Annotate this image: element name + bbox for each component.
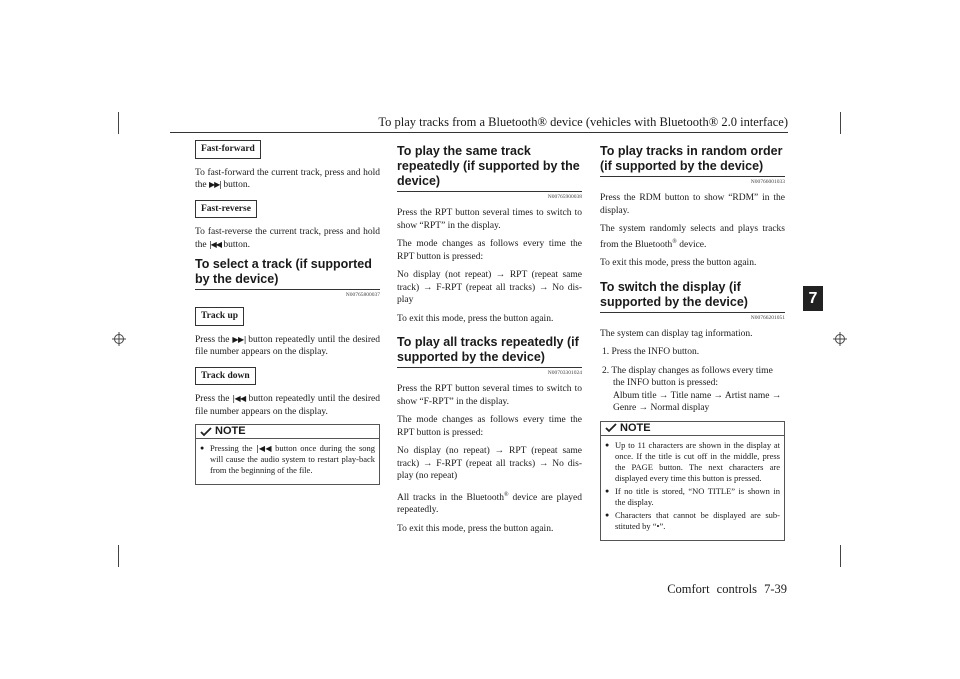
- section-code: N00765900038: [547, 194, 582, 200]
- fast-forward-text: To fast-forward the current track, press and hold the ▶▶| button.: [195, 167, 380, 190]
- track-up-text: Press the ▶▶| button repeatedly until the desired file number appears on the display.: [195, 334, 381, 357]
- note-item: ● Pressing the |◀◀ button once during the song will cause the audio system to restart play-back from the beginning of the file.: [200, 443, 375, 476]
- registration-mark-icon: [112, 332, 126, 346]
- select-track-heading: To select a track (if supported by the device): [195, 257, 380, 290]
- chapter-tab: 7: [803, 286, 823, 311]
- paragraph: Press the RDM button to show “RDM” in the display.: [600, 193, 785, 216]
- paragraph: Press the RPT button several times to switch to show “F-RPT” in the display.: [397, 384, 582, 407]
- previous-track-icon: |◀◀: [232, 394, 246, 403]
- paragraph: Press the RPT button several times to switch to show “RPT” in the display.: [397, 208, 582, 231]
- switch-display-heading: To switch the display (if supported by the device): [600, 280, 785, 313]
- header-rule: [170, 132, 788, 133]
- note-item: ● If no title is stored, “NO TITLE” is shown in the display.: [605, 486, 780, 508]
- fast-reverse-text: To fast-reverse the current track, press and hold the |◀◀ button.: [195, 227, 380, 250]
- fast-forward-tag: Fast-forward: [195, 140, 261, 159]
- paragraph: The system can display tag information.: [600, 328, 753, 339]
- step-sequence: Album title → Title name → Artist name → Genre → Normal display: [613, 390, 782, 414]
- crop-mark: [840, 545, 841, 567]
- column-3: [600, 138, 785, 541]
- paragraph: To exit this mode, press the button again.: [397, 313, 554, 324]
- paragraph: The mode changes as follows every time the RPT button is pressed:: [397, 239, 582, 262]
- previous-track-icon: |◀◀: [208, 239, 221, 249]
- repeat-all-heading: To play all tracks repeatedly (if supported by the device): [397, 335, 582, 368]
- paragraph: No display (no repeat) → RPT (repeat same track) → F-RPT (repeat all tracks) → No dis-play (no repeat): [397, 446, 582, 481]
- section-code: N00766201051: [750, 314, 785, 321]
- column-2: [397, 138, 582, 541]
- repeat-same-heading: To play the same track repeatedly (if supported by the device): [397, 144, 582, 192]
- note-box: [195, 424, 380, 485]
- checkmark-icon: [200, 427, 212, 437]
- paragraph: The system randomly selects and plays tracks from the Bluetooth® device.: [600, 224, 785, 250]
- column-1: [195, 138, 380, 485]
- paragraph: The mode changes as follows every time the RPT button is pressed:: [397, 415, 582, 438]
- next-track-icon: ▶▶|: [208, 180, 221, 189]
- paragraph: To exit this mode, press the button again.: [397, 523, 554, 534]
- random-order-heading: To play tracks in random order (if supported by the device): [600, 144, 785, 177]
- next-track-icon: ▶▶|: [232, 334, 246, 344]
- crop-mark: [840, 112, 841, 134]
- section-code: N00766001033: [750, 179, 785, 185]
- track-up-tag: Track up: [195, 307, 244, 326]
- track-down-text: Press the |◀◀ button repeatedly until the desired file number appears on the display.: [195, 394, 381, 417]
- registration-mark-icon: [833, 332, 847, 346]
- step-item: 2. The display changes as follows every time the INFO button is pressed:: [602, 365, 773, 389]
- note-header: NOTE: [601, 422, 784, 436]
- track-down-tag: Track down: [195, 367, 256, 386]
- note-box: [600, 421, 785, 541]
- paragraph: All tracks in the Bluetooth® device are played repeatedly.: [397, 491, 582, 516]
- note-item: ● Characters that cannot be displayed are sub-stituted by “•”.: [605, 510, 780, 532]
- step-item: 1. Press the INFO button.: [602, 347, 700, 358]
- page-header-title: To play tracks from a Bluetooth® device (vehicles with Bluetooth® 2.0 interface): [378, 115, 788, 129]
- footer-page-number: 7-39: [764, 582, 787, 596]
- fast-reverse-tag: Fast-reverse: [195, 200, 257, 219]
- checkmark-icon: [605, 423, 617, 433]
- page-footer: [667, 582, 787, 597]
- section-code: N00703301024: [547, 370, 582, 376]
- note-header: NOTE: [196, 425, 379, 439]
- note-item: ● Up to 11 characters are shown in the display at once. If the title is cut off in the middle, press the PAGE button. The next characters are displayed every time this button is pressed.: [605, 440, 780, 484]
- paragraph: To exit this mode, press the button again.: [600, 258, 757, 269]
- footer-section: Comfort controls: [667, 582, 757, 596]
- paragraph: No display (not repeat) → RPT (repeat same track) → F-RPT (repeat all tracks) → No dis-play: [397, 270, 582, 305]
- section-code: N00765800037: [345, 292, 380, 298]
- crop-mark: [118, 545, 119, 567]
- previous-track-icon: |◀◀: [255, 444, 272, 453]
